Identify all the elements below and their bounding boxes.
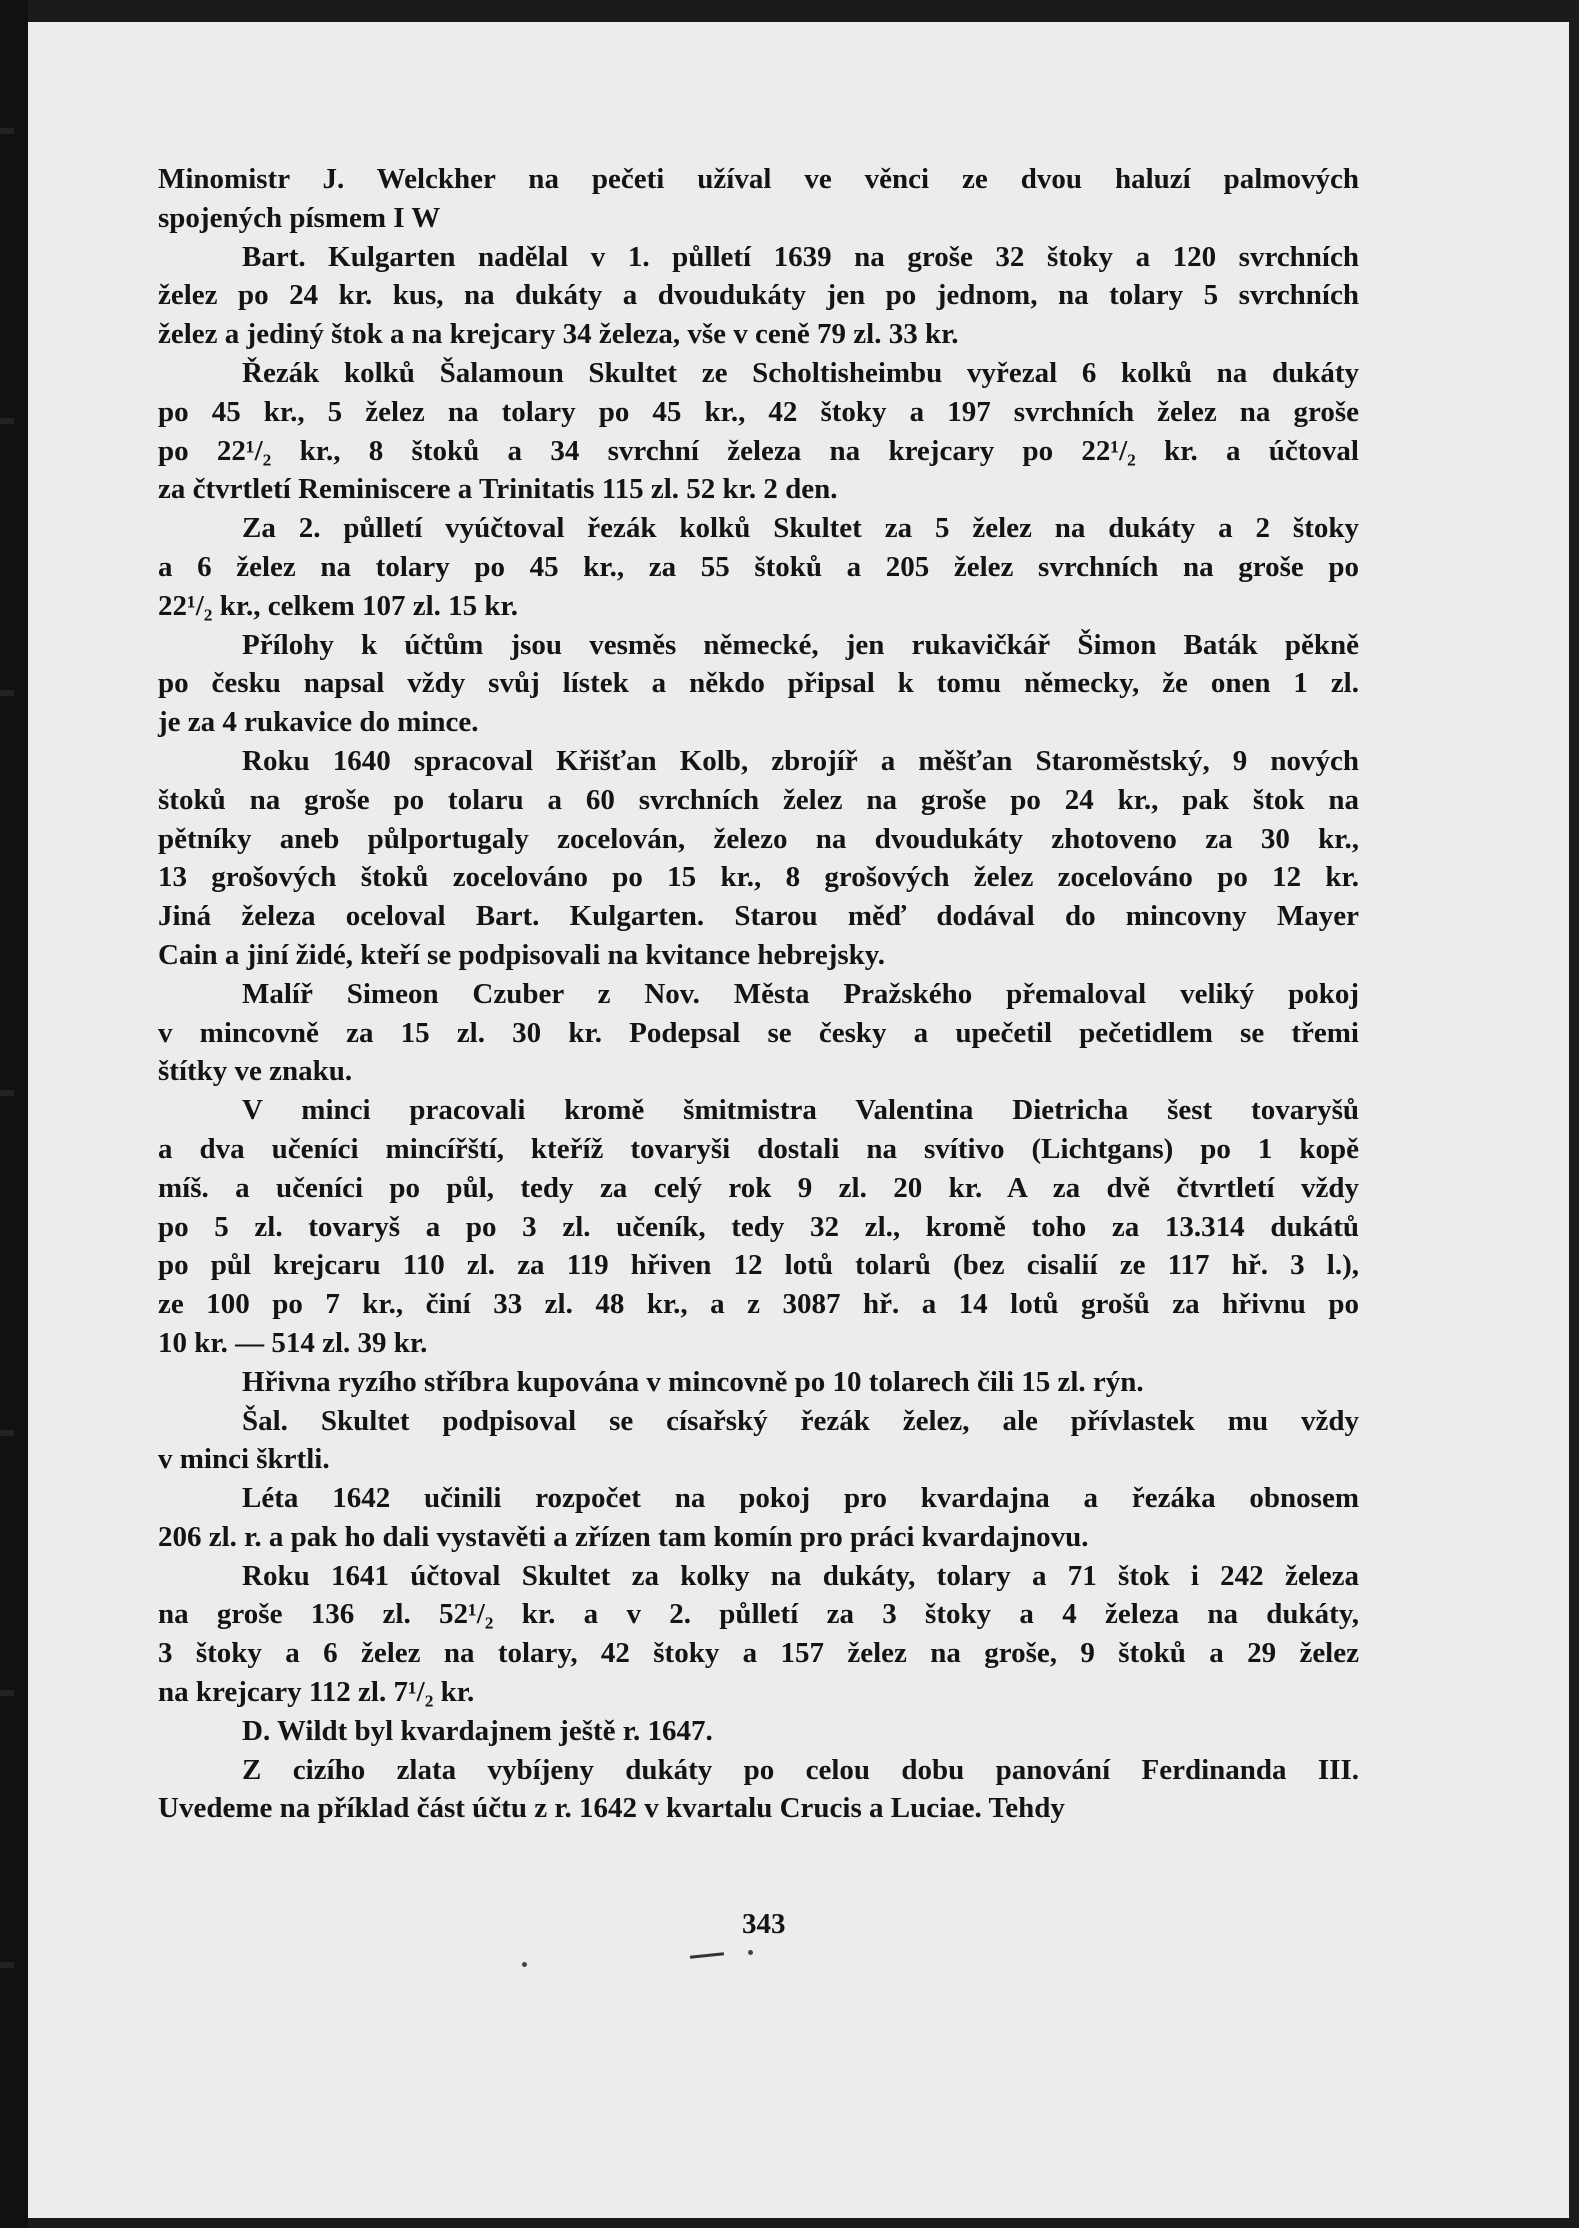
text-line: Jiná železa oceloval Bart. Kulgarten. Starou měď dodával do mincovny Mayer	[158, 900, 1359, 933]
body-text	[158, 160, 1359, 1828]
text-line: po 22¹/₂ kr., 8 štoků a 34 svrchní železa na krejcary po 22¹/₂ kr. a účtoval	[158, 434, 1359, 467]
text-line: v minci škrtli.	[158, 1443, 330, 1476]
text-line: 10 kr. — 514 zl. 39 kr.	[158, 1326, 428, 1359]
binding-mark	[0, 128, 14, 134]
binding-mark	[0, 1690, 14, 1696]
text-line: Léta 1642 učinili rozpočet na pokoj pro kvardajna a řezáka obnosem	[242, 1482, 1359, 1515]
paragraph	[158, 1712, 1359, 1751]
binding-mark	[0, 690, 14, 696]
text-line: Bart. Kulgarten nadělal v 1. půlletí 1639 na groše 32 štoky a 120 svrchních	[242, 240, 1359, 273]
binding-mark	[0, 1430, 14, 1436]
paragraph	[158, 160, 1359, 238]
binding-edge	[0, 0, 28, 2228]
binding-mark	[0, 418, 14, 424]
text-line: Šal. Skultet podpisoval se císařský řezák želez, ale přívlastek mu vždy	[242, 1404, 1359, 1437]
text-line: Přílohy k účtům jsou vesměs německé, jen rukavičkář Šimon Baták pěkně	[242, 628, 1359, 661]
text-line: ze 100 po 7 kr., činí 33 zl. 48 kr., a z 3087 hř. a 14 lotů grošů za hřivnu po	[158, 1288, 1359, 1321]
paragraph	[158, 238, 1359, 354]
text-line: Z cizího zlata vybíjeny dukáty po celou dobu panování Ferdinanda III.	[242, 1753, 1359, 1786]
paragraph	[158, 975, 1359, 1091]
text-line: želez a jediný štok a na krejcary 34 železa, vše v ceně 79 zl. 33 kr.	[158, 318, 959, 351]
paragraph	[158, 742, 1359, 975]
text-line: po půl krejcaru 110 zl. za 119 hřiven 12 lotů tolarů (bez cisalií ze 117 hř. 3 l.),	[158, 1249, 1359, 1282]
paragraph	[158, 1091, 1359, 1363]
text-line: Cain a jiní židé, kteří se podpisovali na kvitance hebrejsky.	[158, 938, 885, 971]
binding-mark	[0, 1090, 14, 1096]
text-line: po 5 zl. tovaryš a po 3 zl. učeník, tedy 32 zl., kromě toho za 13.314 dukátů	[158, 1210, 1359, 1243]
text-line: Minomistr J. Welckher na pečeti užíval ve věnci ze dvou haluzí palmových	[158, 163, 1359, 195]
text-line: po 45 kr., 5 želez na tolary po 45 kr., 42 štoky a 197 svrchních želez na groše	[158, 395, 1359, 428]
text-line: Malíř Simeon Czuber z Nov. Města Pražského přemaloval veliký pokoj	[242, 977, 1359, 1010]
footer-dot	[522, 1962, 527, 1967]
text-line: štoků na groše po tolaru a 60 svrchních želez na groše po 24 kr., pak štok na	[158, 783, 1359, 816]
text-line: Řezák kolků Šalamoun Skultet ze Scholtisheimbu vyřezal 6 kolků na dukáty	[242, 356, 1359, 389]
text-line: spojených písmem I W	[158, 201, 441, 234]
text-line: Hřivna ryzího stříbra kupována v mincovně po 10 tolarech čili 15 zl. rýn.	[242, 1365, 1144, 1398]
text-line: míš. a učeníci po půl, tedy za celý rok 9 zl. 20 kr. A za dvě čtvrtletí vždy	[158, 1171, 1359, 1204]
paragraph	[158, 626, 1359, 742]
text-line: v mincovně za 15 zl. 30 kr. Podepsal se česky a upečetil pečetidlem se třemi	[158, 1016, 1359, 1049]
paragraph	[158, 1557, 1359, 1712]
text-line: 22¹/₂ kr., celkem 107 zl. 15 kr.	[158, 589, 519, 622]
text-line: 3 štoky a 6 želez na tolary, 42 štoky a 157 želez na groše, 9 štoků a 29 želez	[158, 1637, 1359, 1670]
text-line: a 6 želez na tolary po 45 kr., za 55 štoků a 205 želez svrchních na groše po	[158, 550, 1359, 583]
paragraph	[158, 1479, 1359, 1557]
text-line: V minci pracovali kromě šmitmistra Valentina Dietricha šest tovaryšů	[242, 1094, 1359, 1127]
paragraph	[158, 1363, 1359, 1402]
text-line: na krejcary 112 zl. 7¹/₂ kr.	[158, 1676, 475, 1709]
text-line: pětníky aneb půlportugaly zocelován, železo na dvoudukáty zhotoveno za 30 kr.,	[158, 822, 1359, 855]
binding-mark	[0, 1962, 14, 1968]
paragraph	[158, 509, 1359, 625]
text-line: štítky ve znaku.	[158, 1055, 353, 1088]
text-line: a dva učeníci mincířští, kteříž tovaryši dostali na svítivo (Lichtgans) po 1 kopě	[158, 1132, 1359, 1165]
text-line: za čtvrtletí Reminiscere a Trinitatis 115 zl. 52 kr. 2 den.	[158, 473, 838, 506]
text-line: 13 grošových štoků zocelováno po 15 kr., 8 grošových želez zocelováno po 12 kr.	[158, 861, 1359, 894]
text-line: 206 zl. r. a pak ho dali vystavěti a zřízen tam komín pro práci kvardajnovu.	[158, 1520, 1089, 1553]
text-line: želez po 24 kr. kus, na dukáty a dvoudukáty jen po jednom, na tolary 5 svrchních	[158, 279, 1359, 312]
text-line: na groše 136 zl. 52¹/₂ kr. a v 2. půlletí za 3 štoky a 4 železa na dukáty,	[158, 1598, 1359, 1631]
text-line: Za 2. půlletí vyúčtoval řezák kolků Skultet za 5 želez na dukáty a 2 štoky	[242, 512, 1359, 545]
text-line: Roku 1640 spracoval Křišťan Kolb, zbrojíř a měšťan Staroměstský, 9 nových	[242, 744, 1359, 777]
text-line: je za 4 rukavice do mince.	[158, 706, 479, 739]
page-number: 343	[742, 1908, 786, 1940]
paragraph	[158, 354, 1359, 509]
text-line: Uvedeme na příklad část účtu z r. 1642 v kvartalu Crucis a Luciae. Tehdy	[158, 1792, 1065, 1825]
paragraph	[158, 1402, 1359, 1480]
paragraph	[158, 1751, 1359, 1829]
footer-dot	[748, 1950, 753, 1955]
text-line: po česku napsal vždy svůj lístek a někdo připsal k tomu německy, že onen 1 zl.	[158, 667, 1359, 700]
text-line: D. Wildt byl kvardajnem ještě r. 1647.	[242, 1714, 713, 1747]
text-line: Roku 1641 účtoval Skultet za kolky na dukáty, tolary a 71 štok i 242 železa	[242, 1559, 1359, 1592]
